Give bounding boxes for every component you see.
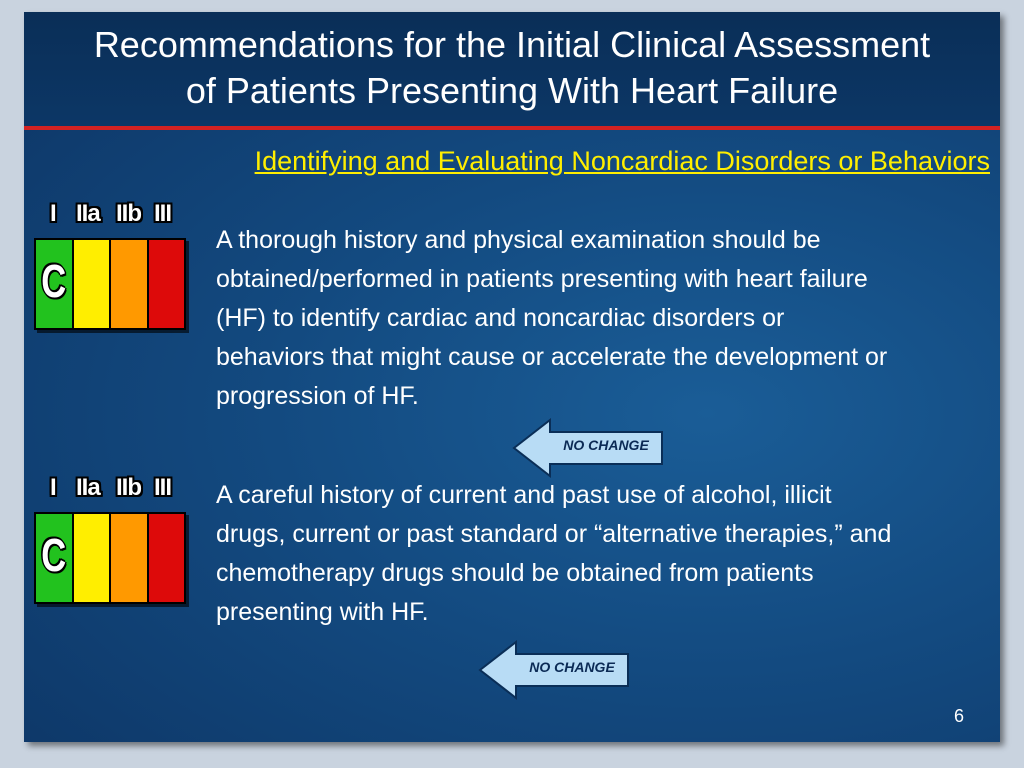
class-label-i: I [50, 200, 56, 227]
class-label-iib: IIb [116, 200, 141, 227]
class-iii-bar [149, 514, 185, 602]
recommendation-class-bars [34, 512, 186, 604]
class-i-bar [36, 514, 74, 602]
class-label-iib: IIb [116, 474, 141, 501]
recommendation-class-bars [34, 238, 186, 330]
slide-subtitle: Identifying and Evaluating Noncardiac Disorders or Behaviors [254, 146, 990, 176]
slide-title [24, 22, 1000, 114]
class-iia-bar [74, 514, 112, 602]
slide [24, 12, 1000, 742]
level-of-evidence: C [41, 255, 67, 307]
class-label-i: I [50, 474, 56, 501]
class-labels [34, 200, 184, 228]
slide-title-line-2: of Patients Presenting With Heart Failure [185, 70, 839, 111]
recommendation-text: A careful history of current and past use of alcohol, illicit drugs, current or past standard or “alternative therapies,” and chemotherapy drugs should be obtained from patients presenting with HF. [216, 481, 892, 626]
no-change-badge [478, 640, 630, 700]
class-iii-bar [149, 240, 185, 328]
class-label-iia: IIa [76, 200, 100, 227]
badge-label: NO CHANGE [563, 437, 649, 453]
class-iib-bar [111, 514, 149, 602]
level-of-evidence: C [41, 529, 67, 581]
title-bar [24, 12, 1000, 126]
recommendation-text: A thorough history and physical examination should be obtained/performed in patients presenting with heart failure (HF) to identify cardiac and noncardiac disorders or behaviors that might cause or accelerate the development or progression of HF. [216, 226, 888, 410]
badge-label: NO CHANGE [529, 659, 615, 675]
no-change-badge [512, 418, 664, 478]
class-label-iii: III [154, 200, 172, 227]
class-label-iii: III [154, 474, 172, 501]
slide-title-line-1: Recommendations for the Initial Clinical Assessment [93, 24, 931, 65]
title-divider [24, 126, 1000, 130]
class-iib-bar [111, 240, 149, 328]
class-label-iia: IIa [76, 474, 100, 501]
page-number: 6 [953, 706, 964, 726]
class-iia-bar [74, 240, 112, 328]
class-i-bar [36, 240, 74, 328]
class-labels [34, 474, 184, 502]
